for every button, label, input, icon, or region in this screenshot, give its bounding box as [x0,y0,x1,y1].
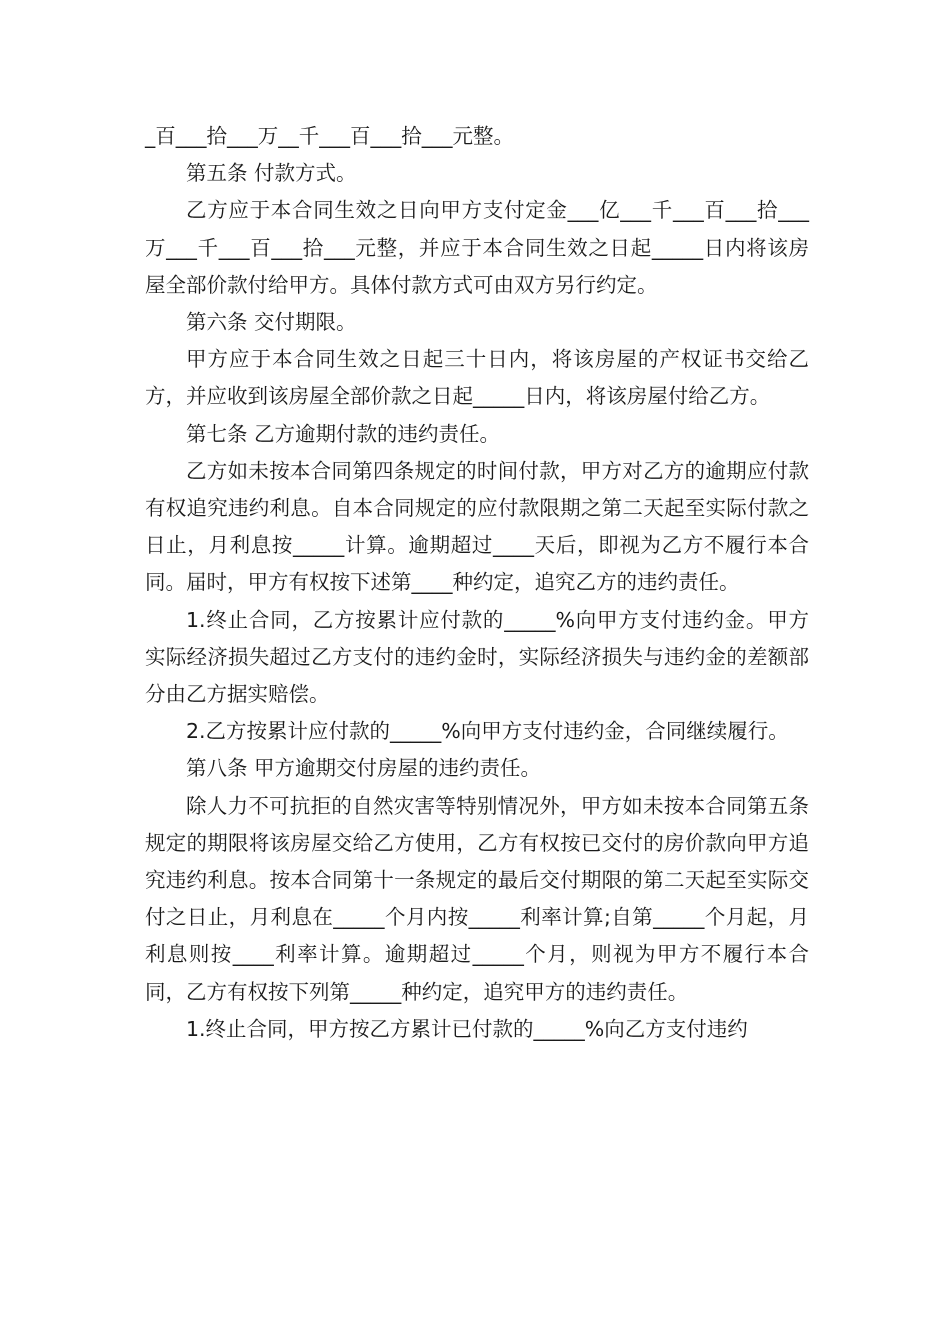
heading-article-8: 第八条 甲方逾期交付房屋的违约责任。 [186,756,542,781]
paragraph-delivery-term: 甲方应于本合同生效之日起三十日内，将该房屋的产权证书交给乙方，并应收到该房屋全部价款之日起_____日内，将该房屋付给乙方。 [145,347,809,409]
clause-buyer-terminate: 1.终止合同，乙方按累计应付款的_____%向甲方支付违约金。甲方实际经济损失超过乙方支付的违约金时，实际经济损失与违约金的差额部分由乙方据实赔偿。 [145,607,809,707]
paragraph-amount-continuation: _百___拾___万__千___百___拾___元整。 [145,124,514,148]
paragraph-buyer-late-payment: 乙方如未按本合同第四条规定的时间付款，甲方对乙方的逾期应付款有权追究违约利息。自本合同规定的应付款限期之第二天起至实际付款之日止，月利息按_____计算。逾期超过____天后，即视为乙方不履行本合同。届时，甲方有权按下述第____种约定，追究乙方的违约责任。 [145,458,809,595]
clause-buyer-continue: 2.乙方按累计应付款的_____%向甲方支付违约金，合同继续履行。 [186,719,789,744]
paragraph-payment-method: 乙方应于本合同生效之日向甲方支付定金___亿___千___百___拾___万___千___百___拾___元整，并应于本合同生效之日起_____日内将该房屋全部价款付给甲方。具体付款方式可由双方另行约定。 [145,198,809,297]
paragraph-seller-late-delivery: 除人力不可抗拒的自然灾害等特别情况外，甲方如未按本合同第五条规定的期限将该房屋交给乙方使用，乙方有权按已交付的房价款向甲方追究违约利息。按本合同第十一条规定的最后交付期限的第二天起至实际交付之日止，月利息在_____个月内按_____利率计算;自第_____个月起，月利息则按____利率计算。逾期超过_____个月，则视为甲方不履行本合同，乙方有权按下列第_____种约定，追究甲方的违约责任。 [145,793,809,1004]
heading-article-6: 第六条 交付期限。 [186,310,357,335]
heading-article-7: 第七条 乙方逾期付款的违约责任。 [186,421,501,446]
document-body [145,118,809,1048]
clause-seller-terminate: 1.终止合同，甲方按乙方累计已付款的_____%向乙方支付违约 [186,1016,748,1041]
heading-article-5: 第五条 付款方式。 [186,161,357,186]
